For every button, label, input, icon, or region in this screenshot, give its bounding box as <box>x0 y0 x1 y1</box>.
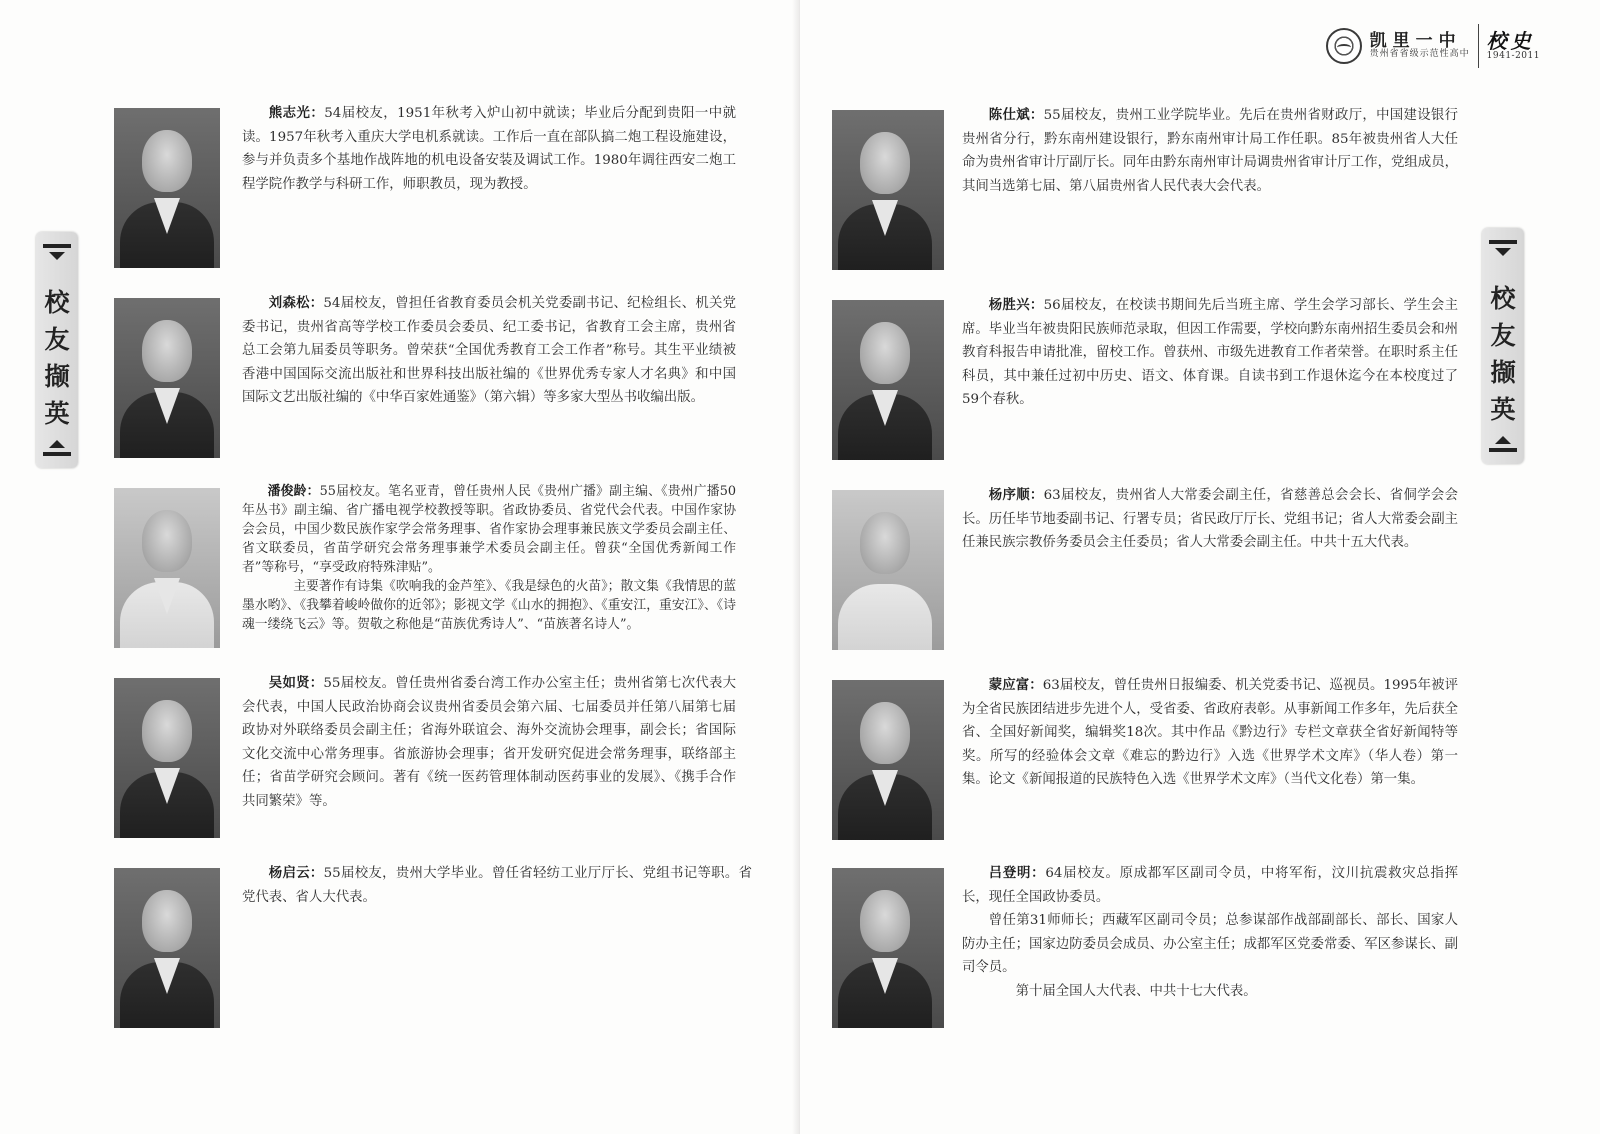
history-title: 校史 <box>1486 29 1535 54</box>
school-logo-icon <box>1326 28 1362 64</box>
section-tab-right <box>1482 228 1524 464</box>
portrait-photo <box>832 110 944 270</box>
section-tab-label: 校 友 撷 英 <box>1490 284 1516 424</box>
bio-text: 63届校友，曾任贵州日报编委、机关党委书记、巡视员。1995年被评为全省民族团结进步先进个人，受省委、省政府表彰。从事新闻工作多年，先后获全省、全国好新闻奖，编辑奖18次。其中作品《黔边行》专栏文章获全省好新闻特等奖。所写的经验体会文章《难忘的黔边行》入选《世界学术文库》（华人卷）第一集。论文《新闻报道的民族特色入选《世界学术文库》（当代文化卷）第一集。 <box>962 678 1458 788</box>
school-name: 凯里一中 <box>1369 30 1462 51</box>
page-header <box>1326 22 1540 70</box>
portrait-photo <box>114 298 220 458</box>
header-divider <box>1478 24 1479 68</box>
section-tab-label: 校 友 撷 英 <box>44 288 70 428</box>
alumni-name: 熊志光： <box>268 105 325 121</box>
right-page <box>800 0 1600 1134</box>
portrait-photo <box>832 868 944 1028</box>
bio-text: 第十届全国人大代表、中共十七大代表。 <box>1015 983 1257 999</box>
tab-top-marker <box>43 244 71 266</box>
alumni-name: 蒙应富： <box>988 677 1043 693</box>
portrait-photo <box>114 108 220 268</box>
bio-text: 63届校友，贵州省人大常委会副主任，省慈善总会会长、省侗学会会长。历任毕节地委副书记、行署专员；省民政厅厅长、党组书记；省人大常委会副主任兼民族宗教侨务委员会主任委员；省人大常委会副主任。中共十五大代表。 <box>962 488 1458 551</box>
alumni-bio <box>962 104 1458 198</box>
portrait-photo <box>832 490 944 650</box>
alumni-name: 吕登明： <box>988 865 1046 881</box>
school-subtitle: 贵州省省级示范性高中 <box>1369 49 1470 60</box>
portrait-photo <box>832 680 944 840</box>
section-tab-left <box>36 232 78 468</box>
alumni-name: 刘森松： <box>268 295 324 311</box>
bio-text: 55届校友。笔名亚青，曾任贵州人民《贵州广播》副主编、《贵州广播50年丛书》副主编、省广播电视学校教授等职。省政协委员、省党代会代表。中国作家协会会员，中国少数民族作家学会常务理事、省作家协会理事兼民族文学委员会副主任、省文联委员，省苗学研究会常务理事兼学术委员会副主任。曾获“全国优秀新闻工作者”等称号，“享受政府特殊津贴”。 <box>242 484 737 575</box>
alumni-name: 吴如贤： <box>268 675 324 691</box>
alumni-name: 杨启云： <box>268 865 324 881</box>
alumni-bio <box>242 862 752 909</box>
alumni-name: 杨序顺： <box>988 487 1044 503</box>
alumni-name: 陈仕斌： <box>988 107 1044 123</box>
bio-text: 主要著作有诗集《吹响我的金芦笙》、《我是绿色的火苗》；散文集《我情思的蓝墨水哟》、《我攀着峻岭做你的近邻》；影视文学《山水的拥抱》、《重安江，重安江》、《诗魂一缕绕飞云》等。贺敬之称他是“苗族优秀诗人”、“苗族著名诗人”。 <box>242 579 736 632</box>
portrait-photo <box>114 868 220 1028</box>
alumni-name: 杨胜兴： <box>988 297 1044 313</box>
tab-bottom-marker <box>1489 430 1517 452</box>
bio-text: 56届校友，在校读书期间先后当班主席、学生会学习部长、学生会主席。毕业当年被贵阳民族师范录取，但因工作需要，学校向黔东南州招生委员会和州教育科报告申请批准，留校工作。曾获州、市级先进教育工作者荣誉。在职时系主任科员，其中兼任过初中历史、语文、体育课。自读书到工作退休迄今在本校度过了59个春秋。 <box>962 298 1458 408</box>
portrait-photo <box>114 488 220 648</box>
bio-text: 54届校友，曾担任省教育委员会机关党委副书记、纪检组长、机关党委书记，贵州省高等学校工作委员会委员、纪工委书记，省教育工会主席，贵州省总工会第九届委员等职务。曾荣获“全国优秀教育工会工作者”称号。其生平业绩被香港中国国际交流出版社和世界科技出版社编的《世界优秀专家人才名典》和中国国际文艺出版社编的《中华百家姓通鉴》（第六辑）等多家大型丛书收编出版。 <box>242 296 737 406</box>
bio-text: 55届校友，贵州大学毕业。曾任省轻纺工业厅厅长、党组书记等职。省党代表、省人大代表。 <box>242 866 752 905</box>
alumni-bio <box>962 862 1458 1004</box>
bio-text: 55届校友。曾任贵州省委台湾工作办公室主任；贵州省第七次代表大会代表，中国人民政治协商会议贵州省委员会第六届、七届委员并任第八届第七届政协对外联络委员会副主任；省海外联谊会、海外交流协会理事，副会长；省国际文化交流中心常务理事。省旅游协会理事；省开发研究促进会常务理事，联络部主任；省苗学研究会顾问。著有《统一医药管理体制动医药事业的发展》、《携手合作共同繁荣》等。 <box>242 676 737 809</box>
alumni-bio <box>242 672 736 814</box>
alumni-bio <box>242 102 736 196</box>
tab-bottom-marker <box>43 434 71 456</box>
bio-text: 64届校友。原成都军区副司令员，中将军衔，汶川抗震救灾总指挥长，现任全国政协委员。 <box>962 866 1459 905</box>
alumni-bio <box>242 292 736 410</box>
alumni-bio <box>242 482 736 634</box>
portrait-photo <box>832 300 944 460</box>
bio-text: 曾任第31师师长；西藏军区副司令员；总参谋部作战部副部长、部长、国家人防办主任；国家边防委员会成员、办公室主任；成都军区党委常委、军区参谋长、副司令员。 <box>962 913 1458 976</box>
alumni-bio <box>962 294 1458 412</box>
alumni-name: 潘俊龄： <box>267 484 320 499</box>
alumni-bio <box>962 484 1458 555</box>
bio-text: 54届校友，1951年秋考入炉山初中就读；毕业后分配到贵阳一中就读。1957年秋考入重庆大学电机系就读。工作后一直在部队搞二炮工程设施建设，参与并负责多个基地作战阵地的机电设备安装及调试工作。1980年调往西安二炮工程学院作教学与科研工作，师职教员，现为教授。 <box>242 106 736 192</box>
history-years: 1941-2011 <box>1486 51 1540 62</box>
tab-top-marker <box>1489 240 1517 262</box>
portrait-photo <box>114 678 220 838</box>
alumni-bio <box>962 674 1458 792</box>
bio-text: 55届校友，贵州工业学院毕业。先后在贵州省财政厅，中国建设银行贵州省分行，黔东南州建设银行，黔东南州审计局工作任职。85年被贵州省人大任命为贵州省审计厅副厅长。同年由黔东南州审计局调贵州省审计厅工作，党组成员，其间当选第七届、第八届贵州省人民代表大会代表。 <box>962 108 1458 194</box>
